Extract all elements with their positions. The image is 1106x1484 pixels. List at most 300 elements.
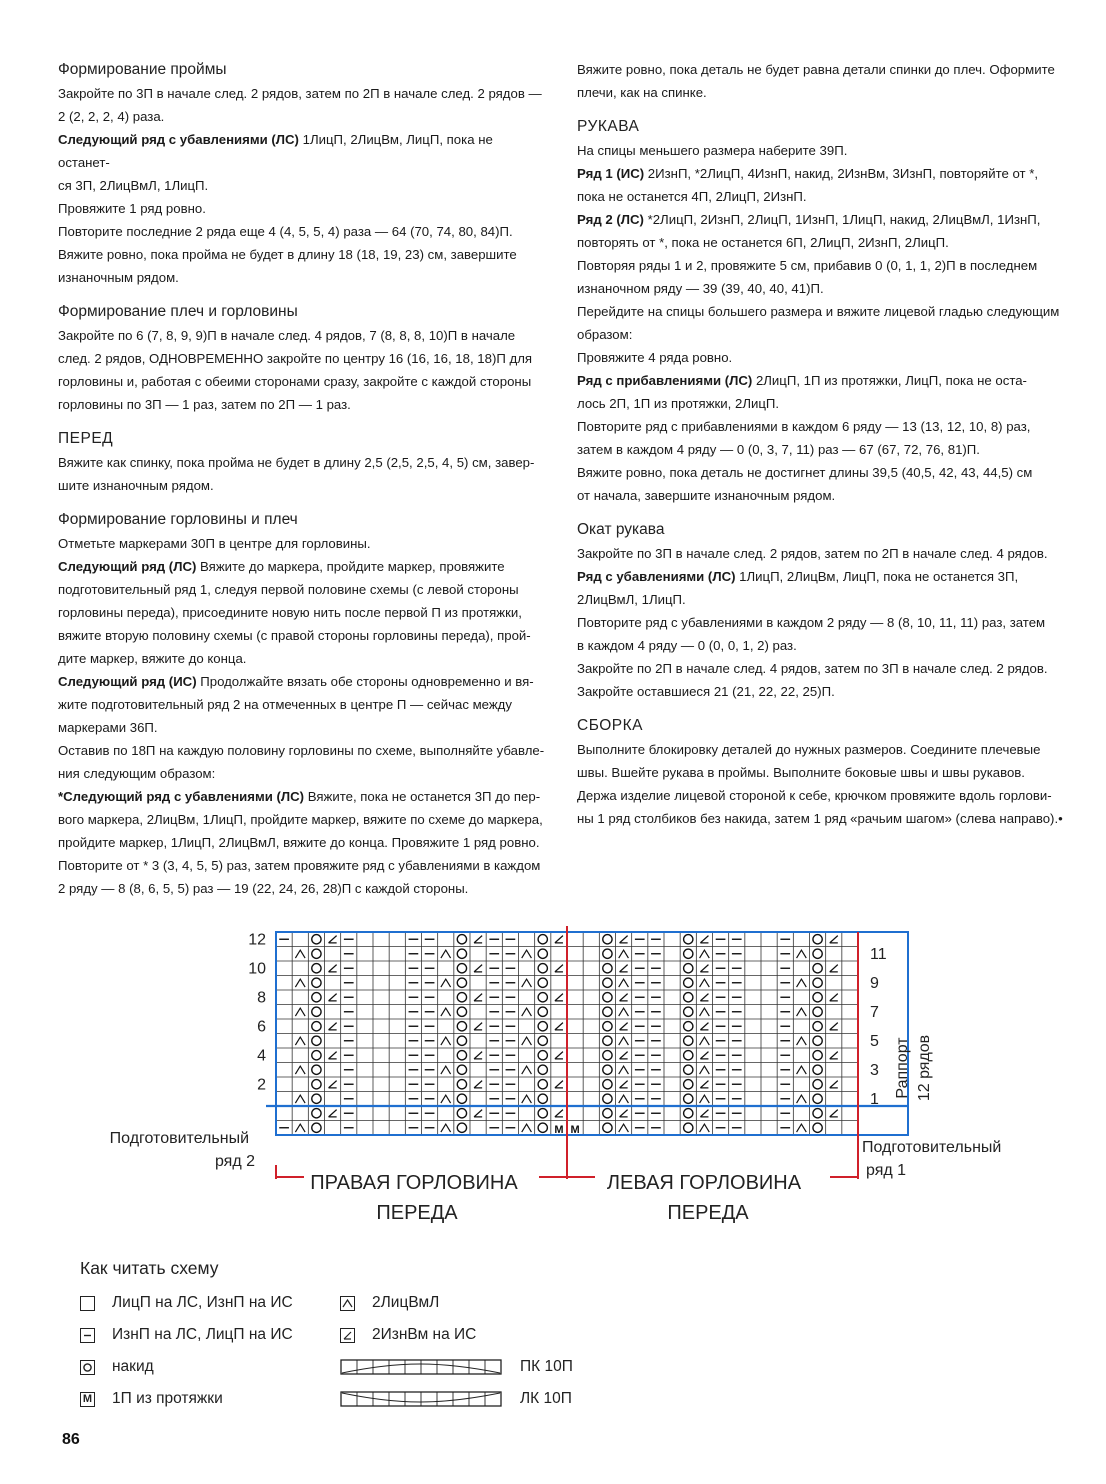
page-number: 86: [62, 1431, 80, 1448]
k2tog-symbol: [619, 1095, 629, 1103]
yarn-over-symbol: [312, 1022, 321, 1031]
row-number-right: 1: [870, 1090, 879, 1108]
text-line: вого маркера, 2ЛицВм, 1ЛицП, пройдите маркер, вяжите по схеме до маркера,: [58, 812, 543, 827]
yarn-over-symbol: [457, 1022, 466, 1031]
p2tog-symbol: [620, 936, 628, 943]
yarn-over-symbol: [684, 978, 693, 987]
k2tog-symbol: [522, 1066, 532, 1074]
yarn-over-symbol: [684, 1022, 693, 1031]
text-line: Выполните блокировку деталей до нужных размеров. Соедините плечевые: [577, 742, 1041, 757]
text-line: Провяжите 4 ряда ровно.: [577, 350, 733, 365]
text-line: подготовительный ряд 1, следуя первой половине схемы (с левой стороны: [58, 582, 519, 597]
legend-item: [80, 1358, 154, 1376]
p2tog-symbol: [700, 936, 708, 943]
bold-lead: Ряд с прибавлениями (ЛС): [577, 373, 753, 388]
bold-lead: Следующий ряд (ЛС): [58, 559, 197, 574]
text-line: горловины и, работая с обеими сторонами сразу, закройте с каждой стороны: [58, 374, 532, 389]
legend-label: ИзнП на ЛС, ЛицП на ИС: [112, 1326, 293, 1343]
text-line: На спицы меньшего размера наберите 39П.: [577, 143, 848, 158]
row-number-left: 6: [257, 1018, 266, 1036]
text-line: [577, 369, 1069, 392]
yarn-over-symbol: [603, 1080, 612, 1089]
yarn-over-symbol: [457, 1065, 466, 1074]
text-line: Вяжите ровно, пока деталь не достигнет длины 39,5 (40,5, 42, 43, 44,5) см: [577, 465, 1033, 480]
yarn-over-symbol: [813, 1080, 822, 1089]
yarn-over-symbol: [538, 1065, 547, 1074]
text-line: след. 2 рядов, ОДНОВРЕМЕННО закройте по центру 16 (16, 16, 18, 18)П для: [58, 351, 533, 366]
text-line: [58, 128, 548, 174]
k2tog-symbol: [700, 1008, 710, 1016]
yarn-over-symbol: [603, 1051, 612, 1060]
yarn-over-symbol: [457, 949, 466, 958]
yarn-over-symbol: [538, 1094, 547, 1103]
empty-square-icon: [80, 1296, 95, 1311]
k2tog-symbol: [700, 979, 710, 987]
yarn-over-symbol: [538, 1007, 547, 1016]
text-line: Вяжите как спинку, пока пройма не будет в длину 2,5 (2,5, 2,5, 4, 5) см, завер-: [58, 455, 535, 470]
legend-label: накид: [112, 1358, 154, 1375]
yarn-over-symbol: [603, 1022, 612, 1031]
section-heading: Окат рукава: [577, 521, 665, 538]
text-line: Вяжите ровно, пока деталь не будет равна детали спинки до плеч. Оформите: [577, 62, 1055, 77]
yarn-over-symbol: [457, 935, 466, 944]
yarn-over-symbol: [312, 978, 321, 987]
k2tog-symbol: [522, 950, 532, 958]
paragraph-gap: [58, 416, 548, 427]
p2tog-symbol: [830, 1023, 838, 1030]
m-square-icon: М: [80, 1392, 95, 1407]
repeat-label-line2: 12 рядов: [916, 1034, 933, 1102]
p2tog-symbol: [830, 936, 838, 943]
text-line: Оставив по 18П на каждую половину горловины по схеме, выполняйте убавле-: [58, 743, 545, 758]
text-line: Перейдите на спицы большего размера и вяжите лицевой гладью следующим: [577, 304, 1060, 319]
yarn-over-symbol: [603, 1123, 612, 1132]
paragraph-gap: [577, 507, 1069, 518]
legend-label: ПК 10П: [520, 1358, 573, 1375]
yarn-over-symbol: [813, 1022, 822, 1031]
yarn-over-symbol: [813, 1109, 822, 1118]
p2tog-symbol: [700, 1081, 708, 1088]
legend-item: [340, 1358, 573, 1376]
text-line: Повторите ряд с прибавлениями в каждом 6 ряду — 13 (13, 12, 10, 8) раз,: [577, 419, 1031, 434]
k2tog-symbol: [619, 1124, 629, 1132]
p2tog-symbol: [830, 1110, 838, 1117]
text-run: 1ЛицП, 2ЛицВм, ЛицП, пока не останется 3П,: [735, 569, 1019, 584]
yarn-over-symbol: [312, 1065, 321, 1074]
yarn-over-symbol: [538, 1123, 547, 1132]
text-line: горловины переда), присоедините новую нить после первой П из протяжки,: [58, 605, 522, 620]
yarn-over-symbol: [457, 1051, 466, 1060]
text-line: в каждом 4 ряду — 0 (0, 0, 1, 2) раз.: [577, 638, 797, 653]
k2tog-symbol: [441, 1095, 451, 1103]
make-one-symbol: М: [570, 1123, 580, 1136]
yarn-over-symbol: [312, 1094, 321, 1103]
text-line: Повторяя ряды 1 и 2, провяжите 5 см, прибавив 0 (0, 1, 1, 2)П в последнем: [577, 258, 1038, 273]
yarn-over-symbol: [813, 993, 822, 1002]
k2tog-symbol: [797, 1066, 807, 1074]
text-line: [58, 785, 548, 808]
p2tog-symbol: [555, 965, 563, 972]
yarn-over-symbol: [603, 1036, 612, 1045]
yarn-over-symbol: [538, 978, 547, 987]
k2tog-symbol: [522, 1008, 532, 1016]
paragraph-gap: [58, 497, 548, 508]
section-heading: ПЕРЕД: [58, 430, 114, 447]
text-line: изнаночном ряду — 39 (39, 40, 40, 41)П.: [577, 281, 824, 296]
yarn-over-symbol: [684, 1109, 693, 1118]
k2tog-symbol: [441, 1066, 451, 1074]
text-run: 1ЛицП, 2ЛицВм, ЛицП, пока не останет-: [58, 132, 493, 170]
legend-item: [340, 1390, 572, 1408]
legend-label: 2ИзнВм на ИС: [372, 1326, 477, 1343]
row-number-left: 12: [248, 931, 266, 949]
yarn-over-symbol: [603, 949, 612, 958]
circle-square-icon: [80, 1360, 95, 1375]
prep-row-2-label-line2: ряд 2: [214, 1153, 255, 1170]
k2tog-symbol: [295, 1008, 305, 1016]
yarn-over-symbol: [312, 1051, 321, 1060]
dash-square-icon: [80, 1328, 95, 1343]
row-number-left: 4: [257, 1047, 266, 1065]
p2tog-symbol: [555, 994, 563, 1001]
yarn-over-symbol: [684, 1036, 693, 1045]
text-line: 2ЛицВмЛ, 1ЛицП.: [577, 592, 686, 607]
yarn-over-symbol: [684, 1065, 693, 1074]
p2tog-symbol: [555, 1081, 563, 1088]
text-run: *2ЛицП, 2ИзнП, 2ЛицП, 1ИзнП, 1ЛицП, накид, 2ЛицВмЛ, 1ИзнП,: [643, 212, 1041, 227]
text-line: жите подготовительный ряд 2 на отмеченных в центре П — сейчас между: [58, 697, 512, 712]
paragraph-gap: [577, 703, 1069, 714]
section-heading: Формирование плеч и горловины: [58, 303, 298, 320]
prep-row-1-label-line2: ряд 1: [866, 1162, 907, 1179]
yarn-over-symbol: [538, 1022, 547, 1031]
text-run: Продолжайте вязать обе стороны одновременно и вя-: [196, 674, 534, 689]
p2tog-symbol: [555, 936, 563, 943]
paragraph-gap: [58, 289, 548, 300]
yarn-over-symbol: [603, 978, 612, 987]
right-neck-title: ПРАВАЯ ГОРЛОВИНА: [310, 1172, 518, 1194]
text-line: пройдите маркер, 1ЛицП, 2ЛицВмЛ, вяжите до конца. Провяжите 1 ряд ровно.: [58, 835, 540, 850]
text-line: вяжите вторую половину схемы (с правой стороны горловины переда), прой-: [58, 628, 531, 643]
k2tog-symbol: [619, 1008, 629, 1016]
section-heading: Формирование проймы: [58, 61, 227, 78]
bold-lead: Следующий ряд с убавлениями (ЛС): [58, 132, 299, 147]
yarn-over-symbol: [538, 1080, 547, 1089]
yarn-over-symbol: [457, 978, 466, 987]
text-line: [577, 162, 1069, 185]
k2tog-symbol: [700, 1066, 710, 1074]
row-number-left: 10: [248, 960, 266, 978]
left-text-column: [58, 58, 548, 900]
text-line: Закройте по 2П в начале след. 4 рядов, затем по 3П в начале след. 2 рядов.: [577, 661, 1048, 676]
section-heading: РУКАВА: [577, 118, 640, 135]
yarn-over-symbol: [457, 1094, 466, 1103]
yarn-over-symbol: [603, 935, 612, 944]
p2tog-symbol: [474, 1081, 482, 1088]
yarn-over-symbol: [684, 1007, 693, 1016]
p2tog-symbol: [620, 965, 628, 972]
p2tog-symbol: [830, 994, 838, 1001]
row-number-right: 11: [870, 945, 887, 963]
yarn-over-symbol: [457, 1109, 466, 1118]
p2tog-symbol: [474, 1110, 482, 1117]
text-line: Держа изделие лицевой стороной к себе, крючком провяжите вдоль горлови-: [577, 788, 1052, 803]
bold-lead: Ряд с убавлениями (ЛС): [577, 569, 736, 584]
p2tog-symbol: [830, 965, 838, 972]
yarn-over-symbol: [603, 1109, 612, 1118]
k2tog-symbol: [797, 979, 807, 987]
row-number-left: 8: [257, 989, 266, 1007]
text-run: 2ЛицП, 1П из протяжки, ЛицП, пока не оста-: [752, 373, 1027, 388]
yarn-over-symbol: [538, 1109, 547, 1118]
section-heading: СБОРКА: [577, 717, 643, 734]
text-line: Повторите от * 3 (3, 4, 5, 5) раз, затем провяжите ряд с убавлениями в каждом: [58, 858, 541, 873]
p2tog-symbol: [474, 936, 482, 943]
p2tog-symbol: [329, 1081, 337, 1088]
p2tog-symbol: [474, 1052, 482, 1059]
yarn-over-symbol: [684, 1051, 693, 1060]
p2tog-symbol: [700, 1052, 708, 1059]
yarn-over-symbol: [603, 993, 612, 1002]
p2tog-symbol: [700, 1110, 708, 1117]
p2tog-symbol: [329, 965, 337, 972]
p2tog-symbol: [555, 1110, 563, 1117]
legend-title: Как читать схему: [80, 1258, 219, 1278]
p2tog-symbol: [474, 994, 482, 1001]
text-line: образом:: [577, 327, 633, 342]
yarn-over-symbol: [813, 1007, 822, 1016]
text-line: изнаночным рядом.: [58, 270, 179, 285]
k2tog-symbol: [441, 1124, 451, 1132]
text-line: плечи, как на спинке.: [577, 85, 707, 100]
yarn-over-symbol: [684, 1080, 693, 1089]
yarn-over-symbol: [312, 993, 321, 1002]
p2tog-symbol: [329, 1023, 337, 1030]
yarn-over-symbol: [457, 993, 466, 1002]
text-line: [577, 565, 1069, 588]
yarn-over-symbol: [813, 964, 822, 973]
left-neck-title: ЛЕВАЯ ГОРЛОВИНА: [606, 1172, 802, 1194]
yarn-over-symbol: [813, 1065, 822, 1074]
yarn-over-symbol: [538, 935, 547, 944]
text-line: горловины по 3П — 1 раз, затем по 2П — 1 раз.: [58, 397, 351, 412]
text-line: ся 3П, 2ЛицВмЛ, 1ЛицП.: [58, 178, 209, 193]
legend-item: [80, 1326, 293, 1344]
k2tog-symbol: [522, 979, 532, 987]
yarn-over-symbol: [538, 1051, 547, 1060]
yarn-over-symbol: [603, 1007, 612, 1016]
p2tog-symbol: [700, 1023, 708, 1030]
text-line: Повторите последние 2 ряда еще 4 (4, 5, 5, 4) раза — 64 (70, 74, 80, 84)П.: [58, 224, 513, 239]
text-line: Закройте по 3П в начале след. 2 рядов, затем по 2П в начале след. 2 рядов —: [58, 86, 542, 101]
k2tog-symbol: [619, 1066, 629, 1074]
yarn-over-symbol: [312, 1123, 321, 1132]
p2tog-symbol: [555, 1052, 563, 1059]
text-run: 2ИзнП, *2ЛицП, 4ИзнП, накид, 2ИзнВм, 3ИзнП, повторяйте от *,: [644, 166, 1039, 181]
yarn-over-symbol: [312, 1036, 321, 1045]
text-line: [577, 208, 1069, 231]
legend-item: [80, 1390, 223, 1408]
text-line: ния следующим образом:: [58, 766, 216, 781]
bold-lead: *Следующий ряд с убавлениями (ЛС): [58, 789, 305, 804]
yarn-over-symbol: [603, 964, 612, 973]
text-line: Закройте оставшиеся 21 (21, 22, 22, 25)П.: [577, 684, 835, 699]
text-line: повторять от *, пока не останется 6П, 2ЛицП, 2ИзнП, 2ЛицП.: [577, 235, 949, 250]
right-text-column: [577, 58, 1069, 830]
bold-lead: Ряд 1 (ИС): [577, 166, 645, 181]
k2tog-symbol: [295, 1037, 305, 1045]
k2tog-symbol: [441, 1037, 451, 1045]
k2tog-symbol: [619, 950, 629, 958]
row-number-left: 2: [257, 1076, 266, 1094]
yarn-over-symbol: [813, 1094, 822, 1103]
bold-lead: Ряд 2 (ЛС): [577, 212, 644, 227]
cable-left-icon: [340, 1391, 502, 1407]
row-number-right: 3: [870, 1061, 879, 1079]
p2tog-symbol: [620, 1023, 628, 1030]
p2tog-symbol: [474, 1023, 482, 1030]
k2tog-symbol: [441, 950, 451, 958]
yarn-over-symbol: [813, 1123, 822, 1132]
k2tog-symbol: [522, 1095, 532, 1103]
yarn-over-symbol: [684, 964, 693, 973]
yarn-over-symbol: [813, 949, 822, 958]
k2tog-symbol: [522, 1037, 532, 1045]
yarn-over-symbol: [684, 993, 693, 1002]
p2tog-symbol: [329, 1052, 337, 1059]
p2tog-symbol: [700, 965, 708, 972]
row-number-right: 5: [870, 1032, 879, 1050]
text-line: Вяжите ровно, пока пройма не будет в длину 18 (18, 19, 23) см, завершите: [58, 247, 517, 262]
yarn-over-symbol: [813, 1051, 822, 1060]
text-line: Отметьте маркерами 30П в центре для горловины.: [58, 536, 371, 551]
text-line: Провяжите 1 ряд ровно.: [58, 201, 206, 216]
yarn-over-symbol: [538, 964, 547, 973]
text-line: [58, 555, 548, 578]
p2tog-symbol: [830, 1081, 838, 1088]
yarn-over-symbol: [603, 1094, 612, 1103]
yarn-over-symbol: [312, 935, 321, 944]
k2tog-symbol: [619, 1037, 629, 1045]
p2tog-symbol: [830, 1052, 838, 1059]
yarn-over-symbol: [813, 1036, 822, 1045]
k2tog-symbol: [295, 1066, 305, 1074]
yarn-over-symbol: [457, 1123, 466, 1132]
yarn-over-symbol: [538, 993, 547, 1002]
legend-label: ЛицП на ЛС, ИзнП на ИС: [112, 1294, 293, 1311]
text-line: шите изнаночным рядом.: [58, 478, 214, 493]
text-run: Вяжите, пока не останется 3П до пер-: [304, 789, 541, 804]
k2tog-symbol: [797, 1124, 807, 1132]
text-line: 2 (2, 2, 2, 4) раза.: [58, 109, 165, 124]
row-number-right: 9: [870, 974, 879, 992]
yarn-over-symbol: [603, 1065, 612, 1074]
p2tog-symbol: [329, 936, 337, 943]
p2tog-symbol: [620, 1081, 628, 1088]
knitting-chart: [0, 900, 1106, 1240]
cable-right-icon: [340, 1359, 502, 1375]
bold-lead: Следующий ряд (ИС): [58, 674, 197, 689]
prep-row-2-label: Подготовительный: [109, 1130, 249, 1147]
k2tog-symbol: [797, 1008, 807, 1016]
text-line: затем в каждом 4 ряду — 0 (0, 3, 7, 11) раз — 67 (67, 72, 76, 81)П.: [577, 442, 980, 457]
k2tog-symbol: [797, 1037, 807, 1045]
legend-label: 2ЛицВмЛ: [372, 1294, 440, 1311]
yarn-over-symbol: [457, 1036, 466, 1045]
text-run: Вяжите до маркера, пройдите маркер, провяжите: [196, 559, 505, 574]
section-heading: Формирование горловины и плеч: [58, 511, 298, 528]
p2tog-symbol: [620, 1110, 628, 1117]
yarn-over-symbol: [457, 964, 466, 973]
k2tog-symbol: [700, 1095, 710, 1103]
text-line: [58, 670, 548, 693]
yarn-over-symbol: [684, 1123, 693, 1132]
k2tog-symbol: [441, 979, 451, 987]
p2tog-symbol: [555, 1023, 563, 1030]
yarn-over-symbol: [457, 1007, 466, 1016]
k2tog-symbol: [797, 950, 807, 958]
k2tog-symbol: [700, 1124, 710, 1132]
p2tog-symbol: [700, 994, 708, 1001]
p2tog-icon: [340, 1328, 355, 1343]
legend-label: 1П из протяжки: [112, 1390, 223, 1407]
p2tog-symbol: [329, 1110, 337, 1117]
yarn-over-symbol: [684, 1094, 693, 1103]
k2tog-symbol: [619, 979, 629, 987]
text-line: дите маркер, вяжите до конца.: [58, 651, 247, 666]
k2tog-symbol: [295, 979, 305, 987]
text-line: пока не останется 4П, 2ЛицП, 2ИзнП.: [577, 189, 807, 204]
yarn-over-symbol: [312, 949, 321, 958]
k2tog-symbol: [700, 1037, 710, 1045]
legend-item: [80, 1294, 293, 1312]
make-one-symbol: М: [554, 1123, 564, 1136]
text-line: швы. Вшейте рукава в проймы. Выполните боковые швы и швы рукавов.: [577, 765, 1025, 780]
k2tog-symbol: [295, 1095, 305, 1103]
text-line: 2 ряду — 8 (8, 6, 5, 5) раз — 19 (22, 24, 26, 28)П с каждой стороны.: [58, 881, 469, 896]
legend-item: [340, 1326, 476, 1344]
text-line: Закройте по 3П в начале след. 2 рядов, затем по 2П в начале след. 4 рядов.: [577, 546, 1048, 561]
k2tog-symbol: [295, 1124, 305, 1132]
yarn-over-symbol: [684, 949, 693, 958]
prep-row-1-label: Подготовительный: [862, 1139, 1002, 1156]
k2tog-symbol: [700, 950, 710, 958]
yarn-over-symbol: [813, 978, 822, 987]
p2tog-symbol: [474, 965, 482, 972]
text-line: Повторите ряд с убавлениями в каждом 2 ряду — 8 (8, 10, 11, 11) раз, затем: [577, 615, 1046, 630]
text-line: от начала, завершите изнаночным рядом.: [577, 488, 836, 503]
paragraph-gap: [577, 104, 1069, 115]
k2tog-symbol: [295, 950, 305, 958]
right-neck-title-line2: ПЕРЕДА: [376, 1202, 458, 1224]
p2tog-symbol: [620, 994, 628, 1001]
yarn-over-symbol: [312, 1080, 321, 1089]
text-line: Закройте по 6 (7, 8, 9, 9)П в начале след. 4 рядов, 7 (8, 8, 8, 10)П в начале: [58, 328, 516, 343]
k2tog-symbol: [522, 1124, 532, 1132]
p2tog-symbol: [329, 994, 337, 1001]
k2tog-symbol: [441, 1008, 451, 1016]
yarn-over-symbol: [457, 1080, 466, 1089]
yarn-over-symbol: [312, 1109, 321, 1118]
left-neck-title-line2: ПЕРЕДА: [667, 1202, 749, 1224]
yarn-over-symbol: [684, 935, 693, 944]
legend-label: ЛК 10П: [520, 1390, 572, 1407]
yarn-over-symbol: [813, 935, 822, 944]
p2tog-symbol: [620, 1052, 628, 1059]
k2tog-left-icon: [340, 1296, 355, 1311]
text-line: ны 1 ряд столбиков без накида, затем 1 ряд «рачьим шагом» (слева направо).•: [577, 811, 1063, 826]
text-line: лось 2П, 1П из протяжки, 2ЛицП.: [577, 396, 780, 411]
